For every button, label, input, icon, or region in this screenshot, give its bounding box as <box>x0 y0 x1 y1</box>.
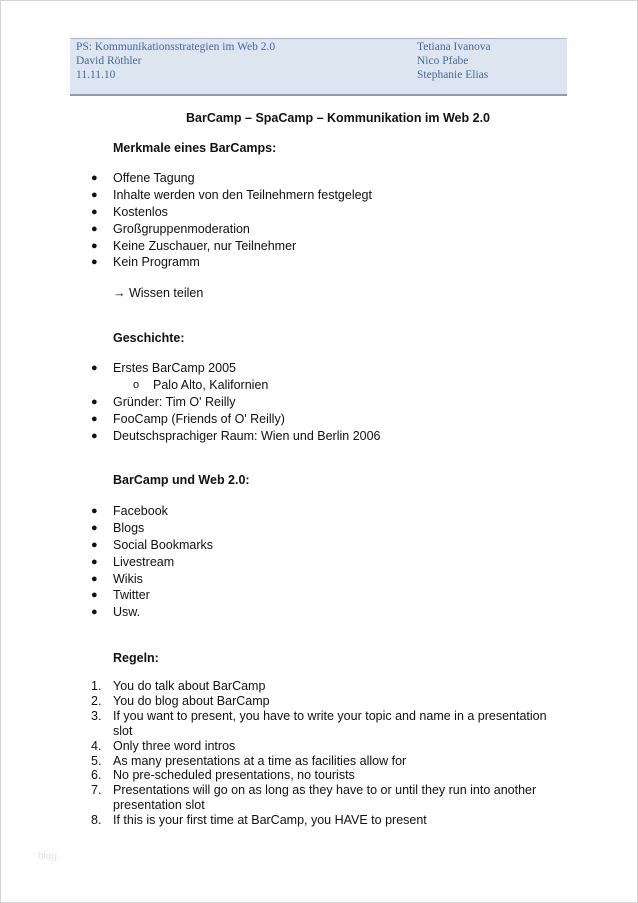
arrow-right-icon: → <box>113 286 126 300</box>
bullet-icon: ● <box>91 412 98 425</box>
watermark: blog <box>38 851 57 862</box>
header-date: 11.11.10 <box>76 69 116 81</box>
bullet-icon: ● <box>91 172 98 184</box>
document-header <box>70 38 567 96</box>
header-instructor: David Röthler <box>76 55 142 67</box>
section-heading-regeln: Regeln: <box>113 651 159 665</box>
section-heading-geschichte: Geschichte: <box>113 331 185 345</box>
bullet-icon: ● <box>91 429 98 442</box>
bullet-icon: ● <box>91 222 98 235</box>
header-author: Stephanie Elias <box>417 69 489 81</box>
bullet-icon: ● <box>91 362 98 374</box>
arrow-note <box>113 286 203 300</box>
bullet-icon: ● <box>91 256 98 269</box>
bullet-icon: ● <box>91 538 98 551</box>
numbered-item: 1. You do talk about BarCamp <box>91 679 266 693</box>
header-course-info <box>76 40 275 82</box>
bullet-icon: ● <box>91 572 98 585</box>
bullet-icon: ● <box>91 239 98 252</box>
circle-bullet-icon: o <box>133 378 140 391</box>
bullet-icon: ● <box>91 606 98 619</box>
header-author: Tetiana Ivanova <box>417 41 491 53</box>
bullet-icon: ● <box>91 188 98 201</box>
numbered-item: 8. If this is your first time at BarCamp, you HAVE to present <box>91 813 427 828</box>
numbered-item: 5. As many presentations at a time as facilities allow for <box>91 753 407 768</box>
bullet-icon: ● <box>91 395 98 408</box>
section-heading-web20: BarCamp und Web 2.0: <box>113 473 250 487</box>
document-title: BarCamp – SpaCamp – Kommunikation im Web 2.0 <box>185 111 490 125</box>
numbered-item: 7. Presentations will go on as long as they have to or until they run into another presentation slot <box>91 783 537 813</box>
section-heading-merkmale: Merkmale eines BarCamps: <box>113 141 277 155</box>
bullet-icon: ● <box>91 521 98 534</box>
numbered-item: 4. Only three word intros <box>91 738 236 753</box>
arrow-note-text: Wissen teilen <box>128 286 204 300</box>
bullet-icon: ● <box>91 505 98 517</box>
bullet-icon: ● <box>91 589 98 602</box>
numbered-item: 3. If you want to present, you have to write your topic and name in a presentation slot <box>91 708 547 738</box>
bullet-icon: ● <box>91 555 98 568</box>
header-author: Nico Pfabe <box>417 55 469 67</box>
header-course-title: PS: Kommunikationsstrategien im Web 2.0 <box>76 41 276 53</box>
numbered-item: 6. No pre-scheduled presentations, no tourists <box>91 768 355 783</box>
numbered-item: 2. You do blog about BarCamp <box>91 693 270 708</box>
bullet-icon: ● <box>91 205 98 218</box>
list-regeln <box>0 679 568 828</box>
header-authors <box>417 40 491 82</box>
